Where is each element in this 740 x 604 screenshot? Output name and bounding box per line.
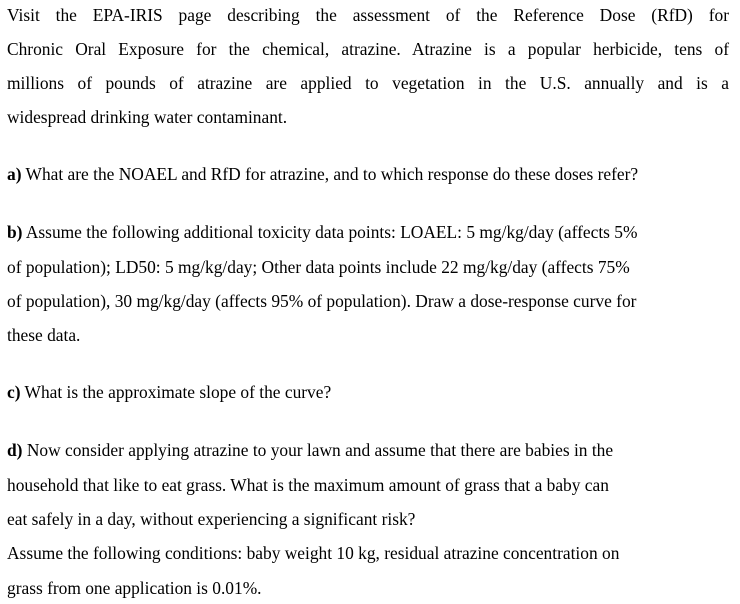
- question-b-label: b): [7, 222, 23, 242]
- question-b-line-4: these data.: [7, 325, 81, 345]
- intro-line-1: Visit the EPA-IRIS page describing the assessment of the Reference Dose (RfD) for: [7, 5, 729, 25]
- question-c-text: What is the approximate slope of the curve?: [20, 382, 332, 402]
- question-a-text: What are the NOAEL and RfD for atrazine, and to which response do these doses refer?: [21, 164, 639, 184]
- question-a-label: a): [7, 164, 22, 184]
- question-d-line-1: [7, 439, 613, 461]
- question-d-line-2: household that like to eat grass. What is the maximum amount of grass that a baby can: [7, 475, 609, 495]
- question-c: [7, 381, 331, 403]
- question-d-line-5: grass from one application is 0.01%.: [7, 578, 262, 598]
- question-b-line-1: [7, 221, 637, 243]
- question-c-label: c): [7, 382, 21, 402]
- question-d-line-3: eat safely in a day, without experiencing a significant risk?: [7, 509, 416, 529]
- question-b-text-1: Assume the following additional toxicity data points: LOAEL: 5 mg/kg/day (affects 5%: [22, 222, 638, 242]
- question-a: [7, 163, 638, 185]
- question-b-line-2: of population); LD50: 5 mg/kg/day; Other data points include 22 mg/kg/day (affects 75%: [7, 257, 630, 277]
- intro-line-3: millions of pounds of atrazine are applied to vegetation in the U.S. annually and is a: [7, 73, 729, 93]
- intro-line-4: widespread drinking water contaminant.: [7, 107, 288, 127]
- intro-line-2: Chronic Oral Exposure for the chemical, atrazine. Atrazine is a popular herbicide, tens of: [7, 39, 729, 59]
- question-d-text-1: Now consider applying atrazine to your lawn and assume that there are babies in the: [22, 440, 614, 460]
- question-d-line-4: Assume the following conditions: baby weight 10 kg, residual atrazine concentration on: [7, 543, 620, 563]
- question-b-line-3: of population), 30 mg/kg/day (affects 95% of population). Draw a dose-response curve for: [7, 291, 637, 311]
- question-d-label: d): [7, 440, 23, 460]
